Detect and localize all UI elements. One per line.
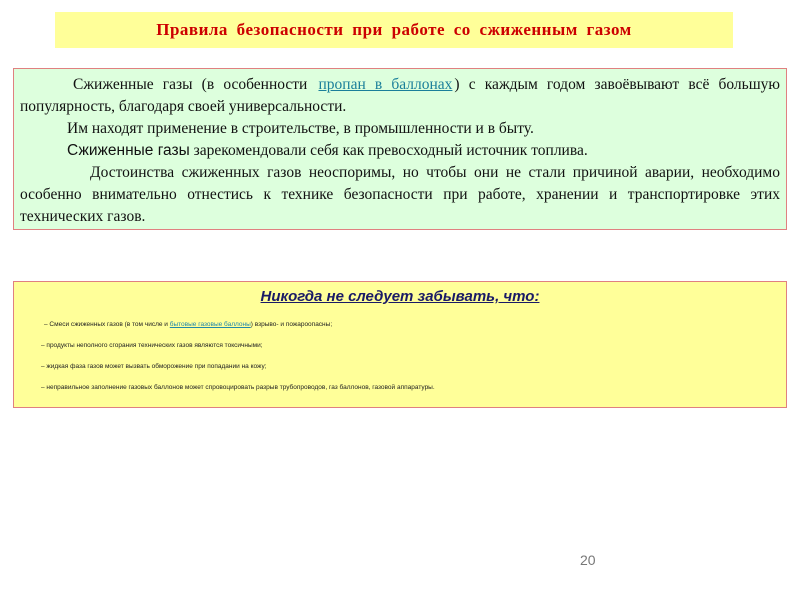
intro-text: ) с каждым годом завоёвывают всё большую популярность, благодаря своей универсальности. — [20, 76, 780, 115]
page-number: 20 — [580, 552, 596, 568]
gas-cylinders-link[interactable]: бытовые газовые баллоны — [169, 321, 251, 328]
intro-text: зарекомендовали себя как превосходный источник топлива. — [189, 142, 588, 159]
intro-lead: Сжиженные газы — [67, 142, 190, 159]
intro-text: Сжиженные газы (в особенности — [73, 76, 308, 93]
intro-paragraph-1 — [20, 74, 780, 118]
warnings-box — [13, 281, 787, 408]
warning-item-3: – жидкая фаза газов может вызвать обморожение при попадании на кожу; — [41, 363, 267, 370]
title-banner — [55, 12, 733, 48]
warnings-heading: Никогда не следует забывать, что: — [260, 288, 540, 305]
intro-paragraph-4: Достоинства сжиженных газов неоспоримы, но чтобы они не стали причиной аварии, необходимо особенно внимательно отнестись к технике безопасности при работе, хранении и транспортировке этих технических газов. — [20, 164, 780, 225]
warning-text: – Смеси сжиженных газов (в том числе и — [44, 321, 170, 328]
page-title: Правила безопасности при работе со сжиженным газом — [156, 20, 632, 39]
warning-item-4: – неправильное заполнение газовых баллонов может спровоцировать разрыв трубопроводов, газ баллонов, газовой аппаратуры. — [41, 384, 435, 391]
intro-box — [13, 68, 787, 230]
intro-paragraph-2: Им находят применение в строительстве, в промышленности и в быту. — [67, 120, 534, 137]
warning-text: ) взрыво- и пожароопасны; — [250, 321, 333, 328]
intro-paragraph-3 — [20, 140, 780, 162]
warning-item-1 — [44, 321, 332, 328]
warning-item-2: – продукты неполного сгорания технических газов являются токсичными; — [41, 342, 263, 349]
propane-link[interactable]: пропан в баллонах — [318, 76, 453, 93]
